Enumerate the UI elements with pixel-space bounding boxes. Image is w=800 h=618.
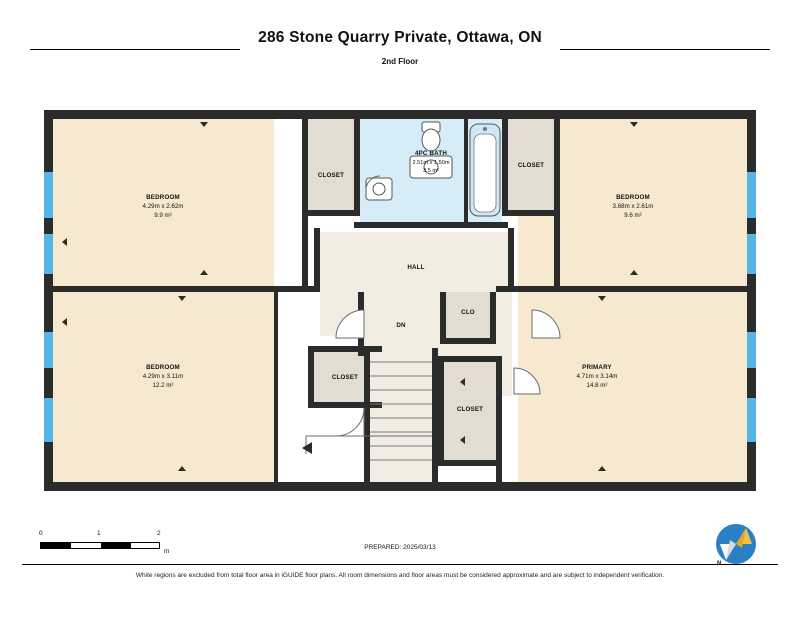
room-area: 9.9 m² xyxy=(154,211,172,219)
room-dimensions: 4.29m x 3.11m xyxy=(142,372,184,380)
room-name: CLO xyxy=(461,309,475,316)
room-dimensions: 4.71m x 3.14m xyxy=(576,372,618,380)
room-name: 4PC BATH xyxy=(414,150,448,157)
room-name: HALL xyxy=(407,264,425,271)
footer-rule xyxy=(22,564,778,565)
room-name: DN xyxy=(396,322,406,329)
room-label-hall xyxy=(381,264,451,273)
scale-tick-1: 1 xyxy=(97,530,101,537)
prepared-date: PREPARED: 2025/03/13 xyxy=(364,544,436,551)
view-arrow-bfl-left xyxy=(62,238,67,246)
room-label-bedroom-front-right xyxy=(598,194,668,221)
room-dimensions: 2.51m x 1.50m xyxy=(412,159,450,166)
room-dimensions: 4.29m x 2.62m xyxy=(142,202,184,210)
view-arrow-brl-down xyxy=(178,296,186,301)
room-label-clo xyxy=(433,309,503,318)
view-arrow-brl-up xyxy=(178,466,186,471)
room-label-closet-bath-right xyxy=(496,162,566,171)
disclaimer-text: White regions are excluded from total floor area in iGUIDE floor plans. All room dimensions and floor areas must be considered approximate and are subject to independent verification. xyxy=(135,572,665,579)
toilet-icon xyxy=(422,122,440,151)
view-arrow-bfl-down xyxy=(200,122,208,127)
floor-subtitle: 2nd Floor xyxy=(381,57,419,66)
floorplan-drawing xyxy=(40,106,760,498)
room-dimensions: 3.68m x 2.61m xyxy=(612,202,654,210)
room-label-bath xyxy=(398,150,464,175)
room-area: 12.2 m² xyxy=(152,381,174,389)
room-label-closet-center xyxy=(310,374,380,383)
room-name: BEDROOM xyxy=(616,194,650,201)
view-arrow-closet-stair-left xyxy=(460,436,465,444)
room-label-closet-stair xyxy=(435,406,505,415)
room-name: PRIMARY xyxy=(582,364,612,371)
view-arrow-primary-down xyxy=(598,296,606,301)
room-name: CLOSET xyxy=(456,406,484,413)
view-arrow-bfr-down xyxy=(630,122,638,127)
scale-tick-0: 0 xyxy=(39,530,43,537)
page-title: 286 Stone Quarry Private, Ottawa, ON xyxy=(258,29,542,46)
room-label-primary xyxy=(562,364,632,391)
view-arrow-primary-left xyxy=(460,378,465,386)
room-name: CLOSET xyxy=(317,172,345,179)
view-arrow-bfr-up xyxy=(630,270,638,275)
room-name: CLOSET xyxy=(331,374,359,381)
room-label-bedroom-rear-left xyxy=(128,364,198,391)
room-area: 14.8 m² xyxy=(586,381,608,389)
scale-tick-2: 2 xyxy=(157,530,161,537)
room-area: 3.5 m² xyxy=(423,168,439,175)
header-rule-right xyxy=(560,49,770,50)
room-name: BEDROOM xyxy=(146,364,180,371)
room-area: 9.6 m² xyxy=(624,211,642,219)
view-arrow-bfl-up xyxy=(200,270,208,275)
compass-rose xyxy=(712,520,760,568)
header-rule-left xyxy=(30,49,240,50)
room-label-stairs-dn xyxy=(381,322,421,331)
room-label-closet-bath-left xyxy=(296,172,366,181)
room-name: CLOSET xyxy=(517,162,545,169)
room-name: BEDROOM xyxy=(146,194,180,201)
scale-unit: m xyxy=(164,548,170,555)
room-label-bedroom-front-left xyxy=(128,194,198,221)
view-arrow-primary-up xyxy=(598,466,606,471)
view-arrow-brl-left xyxy=(62,318,67,326)
bath-sink-icon xyxy=(366,178,392,200)
